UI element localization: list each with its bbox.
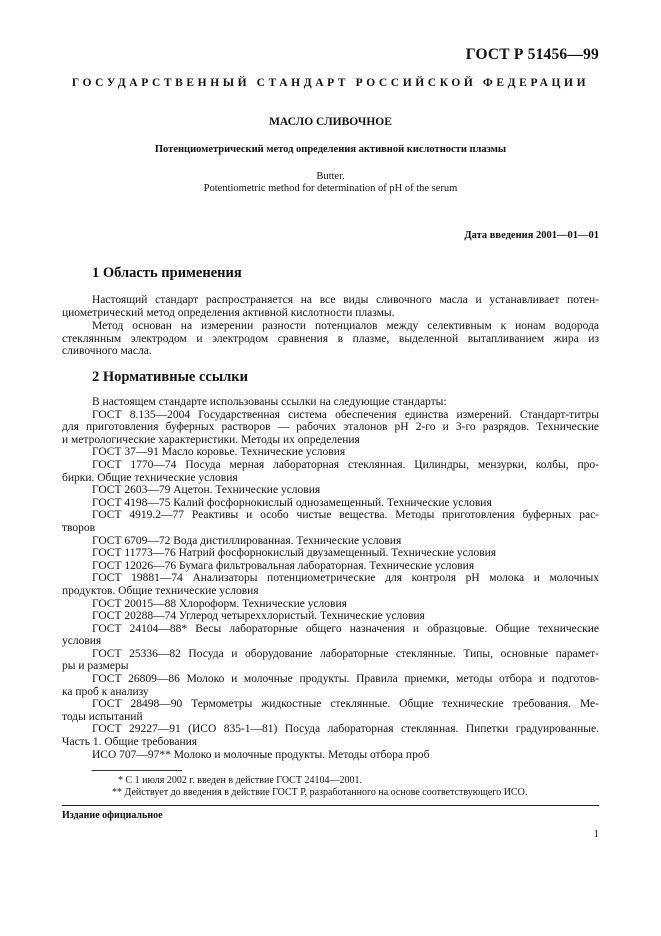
doc-number: ГОСТ Р 51456—99 [465, 46, 599, 63]
page-number: 1 [593, 828, 599, 840]
scope-paragraph-1 [62, 294, 599, 319]
text-line: ИСО 707—97** Молоко и молочные продукты. Методы отбора проб [92, 748, 430, 761]
edition-label: Издание официальное [62, 810, 163, 821]
text-line: бирки. Общие технические условия [62, 471, 238, 484]
text-line: ГОСТ 4919.2—77 Реактивы и особо чистые вещества. Методы приготовления буферных рас- [92, 509, 599, 522]
text-line: сливочного масла. [62, 345, 152, 358]
english-title-line: Butter. [316, 171, 345, 182]
text-line: ГОСТ 24104—88* Весы лабораторные общего назначения и образцовые. Общие технические [92, 622, 599, 635]
reference-item [62, 698, 599, 723]
text-line: ры и размеры [62, 660, 129, 673]
reference-item [62, 560, 599, 573]
reference-item [62, 509, 599, 534]
reference-item [62, 598, 599, 611]
text-line: ГОСТ 11773—76 Натрий фосфорнокислый двузамещенный. Технические условия [92, 547, 497, 560]
text-line: Настоящий стандарт распространяется на все виды сливочного масла и устанавливает потен- [92, 294, 599, 306]
reference-item [62, 648, 599, 673]
text-line: ГОСТ 28498—90 Термометры жидкостные стеклянные. Общие технические требования. Ме- [92, 698, 599, 711]
text-line: ГОСТ 29227—91 (ИСО 835-1—81) Посуда лабораторная стеклянная. Пипетки градуированные. [92, 723, 599, 736]
scope-paragraph-2 [62, 320, 599, 358]
references-intro: В настоящем стандарте использованы ссылки на следующие стандарты: [92, 396, 447, 408]
text-line: ГОСТ 20015—88 Хлороформ. Технические условия [92, 597, 347, 610]
footnote-divider [92, 770, 182, 771]
reference-item [62, 723, 599, 748]
text-line: продуктов. Общие технические условия [62, 584, 259, 597]
text-line: ка проб к анализу [62, 685, 149, 698]
text-line: ГОСТ 1770—74 Посуда мерная лабораторная стеклянная. Цилиндры, мензурки, колбы, про- [92, 458, 599, 471]
reference-item [62, 497, 599, 510]
text-line: Метод основан на измерении разности потенциалов между селективным к ионам водорода [92, 320, 599, 332]
reference-item [62, 446, 599, 459]
text-line: условия [62, 635, 102, 648]
reference-item [62, 459, 599, 484]
references-list [62, 396, 599, 761]
english-title-line: Potentiometric method for determination of pH of the serum [203, 183, 458, 194]
text-line: ГОСТ 26809—86 Молоко и молочные продукты. Правила приемки, методы отбора и подготов- [92, 673, 599, 686]
text-line: ГОСТ 19881—74 Анализаторы потенциометрические для контроля pH молока и молочных [92, 572, 599, 585]
reference-item [62, 547, 599, 560]
section-heading-references: 2 Нормативные ссылки [92, 369, 248, 385]
state-standard-header: ГОСУДАРСТВЕННЫЙ СТАНДАРТ РОССИЙСКОЙ ФЕДЕРАЦИИ [71, 77, 590, 89]
text-line: Часть 1. Общие требования [62, 736, 198, 749]
text-line: ГОСТ 37—91 Масло коровье. Технические условия [92, 446, 346, 459]
introduction-date: Дата введения 2001—01—01 [464, 230, 599, 241]
text-line: для приготовления буферных растворов — рабочих эталонов pH 2-го и 3-го разрядов. Технические [62, 421, 599, 434]
footnote-2: ** Действует до введения в действие ГОСТ Р, разработанного на основе соответствующего ИСО. [112, 787, 528, 798]
document-title: МАСЛО СЛИВОЧНОЕ [269, 116, 392, 128]
bottom-divider [62, 805, 599, 806]
reference-item [62, 610, 599, 623]
text-line: тоды испытаний [62, 710, 143, 723]
text-line: ГОСТ 2603—79 Ацетон. Технические условия [92, 484, 321, 497]
reference-item [62, 484, 599, 497]
text-line: ГОСТ 6709—72 Вода дистиллированная. Технические условия [92, 534, 402, 547]
text-line: ГОСТ 25336—82 Посуда и оборудование лабораторные стеклянные. Типы, основные парамет- [92, 647, 599, 660]
english-title [62, 171, 599, 195]
document-subtitle: Потенциометрический метод определения активной кислотности плазмы [154, 144, 507, 155]
text-line: ГОСТ 4198—75 Калий фосфорнокислый однозамещенный. Технические условия [92, 496, 492, 509]
text-line: стеклянным электродом и электродом сравнения в плазме, выделенной вытапливанием жира из [62, 332, 599, 345]
section-heading-scope: 1 Область применения [92, 265, 242, 281]
text-line: творов [62, 521, 96, 534]
text-line: ГОСТ 8.135—2004 Государственная система обеспечения единства измерений. Стандарт-титры [92, 408, 599, 421]
reference-item [62, 673, 599, 698]
footnote-1: * С 1 июля 2002 г. введен в действие ГОСТ 24104—2001. [118, 775, 362, 786]
text-line: ГОСТ 12026—76 Бумага фильтровальная лабораторная. Технические условия [92, 559, 475, 572]
text-line: циометрический метод определения активной кислотности плазмы. [62, 306, 395, 319]
text-line: и метрологические характеристики. Методы их определения [62, 433, 360, 446]
reference-item [62, 572, 599, 597]
reference-entries [62, 409, 599, 762]
reference-item [62, 409, 599, 447]
reference-item [62, 623, 599, 648]
reference-item [62, 535, 599, 548]
reference-item [62, 749, 599, 762]
text-line: ГОСТ 20288—74 Углерод четыреххлористый. Технические условия [92, 610, 425, 623]
